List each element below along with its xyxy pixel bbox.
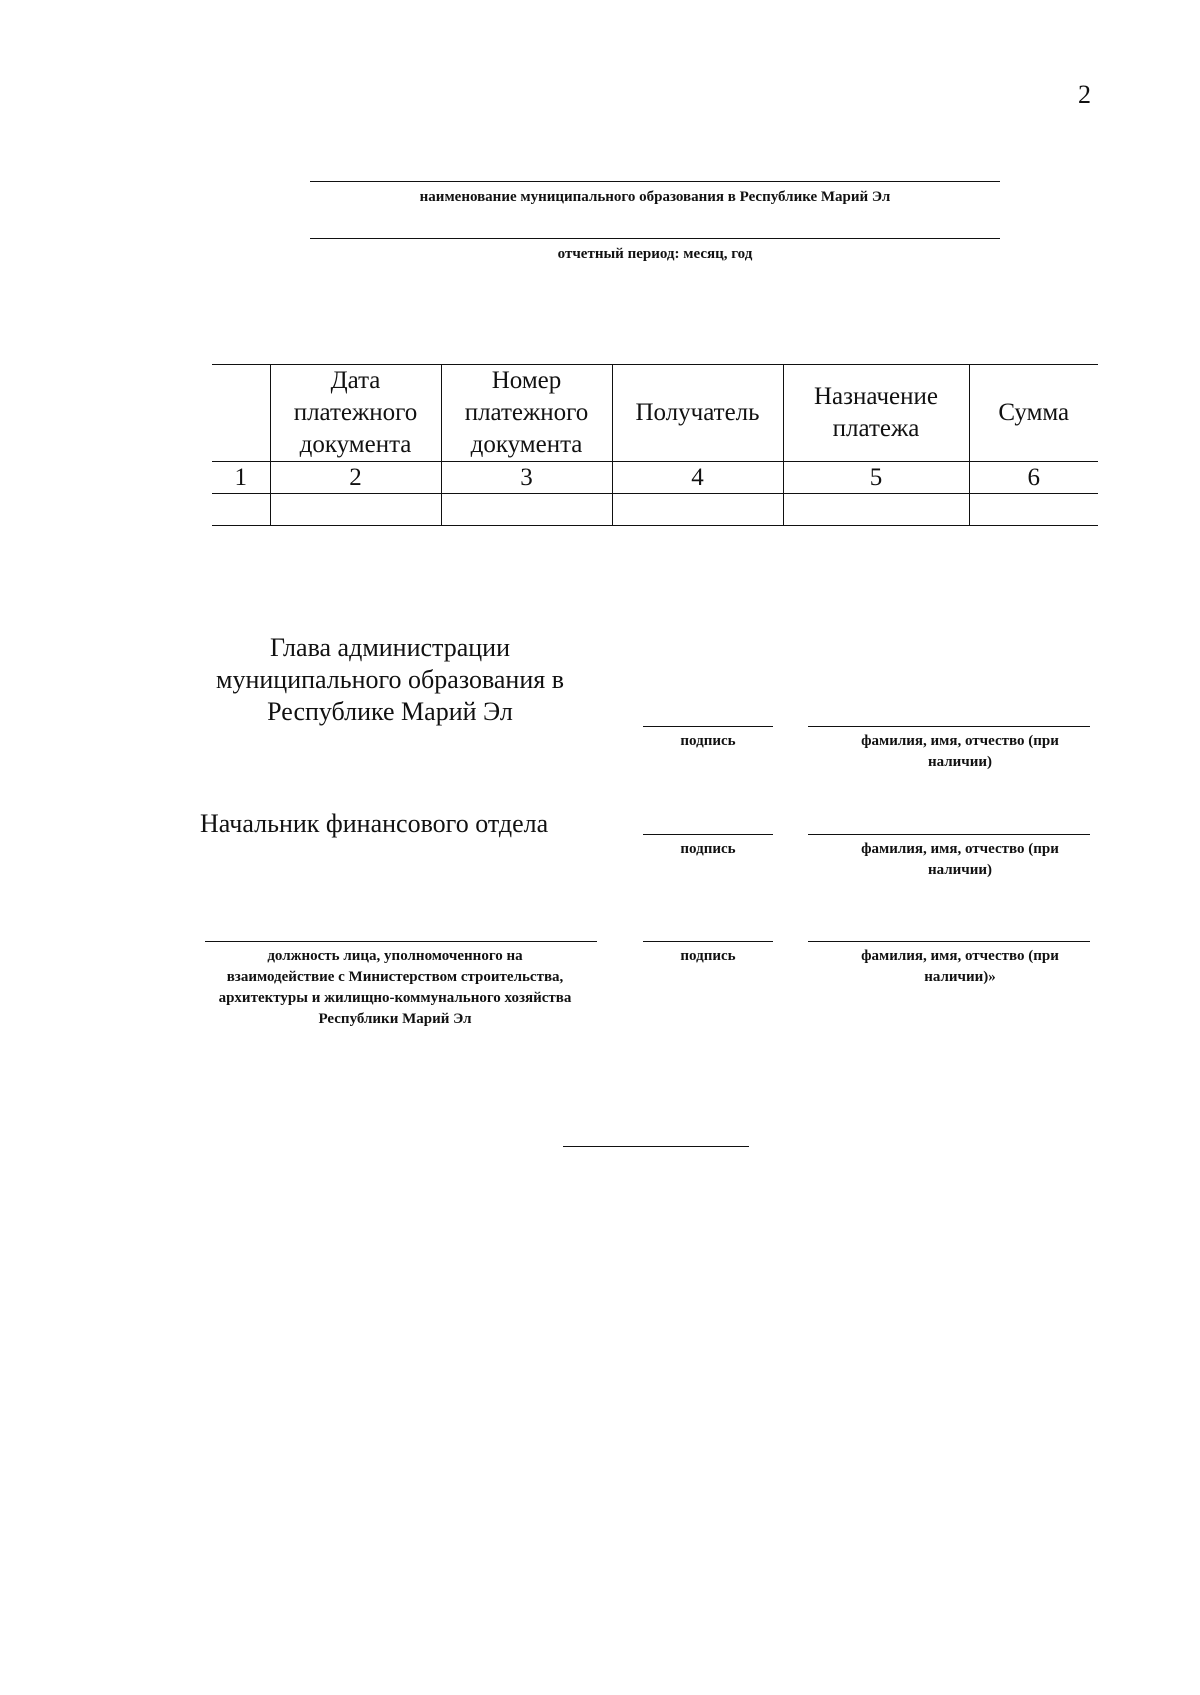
table-header-row — [212, 365, 1098, 462]
column-header-recipient: Получатель — [612, 365, 783, 462]
period-line — [310, 238, 1000, 239]
column-number: 4 — [612, 462, 783, 494]
head-of-finance-title: Начальник финансового отдела — [200, 809, 549, 838]
table-cell — [783, 494, 969, 526]
column-number: 3 — [441, 462, 612, 494]
payments-table — [212, 364, 1098, 526]
table-row — [212, 494, 1098, 526]
column-header — [212, 365, 270, 462]
table-cell — [270, 494, 441, 526]
column-header-payment-number: Номер платежного документа — [441, 365, 612, 462]
column-header-purpose: Назначение платежа — [783, 365, 969, 462]
name-caption: фамилия, имя, отчество (при наличии) — [861, 733, 1059, 770]
signature-caption: подпись — [680, 948, 736, 964]
column-header-payment-date: Дата платежного документа — [270, 365, 441, 462]
table-cell — [969, 494, 1098, 526]
name-line — [808, 834, 1090, 835]
table-cell — [612, 494, 783, 526]
name-line — [808, 941, 1090, 942]
closing-line — [563, 1146, 749, 1147]
position-caption: должность лица, уполномоченного на взаимодействие с Министерством строительства, архитектуры и жилищно-коммунального хозяйства Республики Марий Эл — [218, 948, 572, 1027]
table-cell — [212, 494, 270, 526]
table-cell — [441, 494, 612, 526]
name-line — [808, 726, 1090, 727]
municipality-caption: наименование муниципального образования в Республике Марий Эл — [419, 189, 891, 205]
position-line — [205, 941, 597, 942]
municipality-line — [310, 181, 1000, 182]
signature-line — [643, 834, 773, 835]
column-header-amount: Сумма — [969, 365, 1098, 462]
signature-caption: подпись — [680, 733, 736, 749]
signature-line — [643, 726, 773, 727]
period-caption: отчетный период: месяц, год — [557, 246, 753, 262]
head-of-administration-title: Глава администрации муниципального образования в Республике Марий Эл — [216, 633, 564, 726]
column-number: 5 — [783, 462, 969, 494]
column-number: 6 — [969, 462, 1098, 494]
column-number: 1 — [212, 462, 270, 494]
signature-caption: подпись — [680, 841, 736, 857]
column-number: 2 — [270, 462, 441, 494]
page-number: 2 — [1078, 80, 1091, 109]
signature-line — [643, 941, 773, 942]
name-caption: фамилия, имя, отчество (при наличии)» — [861, 948, 1059, 985]
column-numbers-row — [212, 462, 1098, 494]
name-caption: фамилия, имя, отчество (при наличии) — [861, 841, 1059, 878]
